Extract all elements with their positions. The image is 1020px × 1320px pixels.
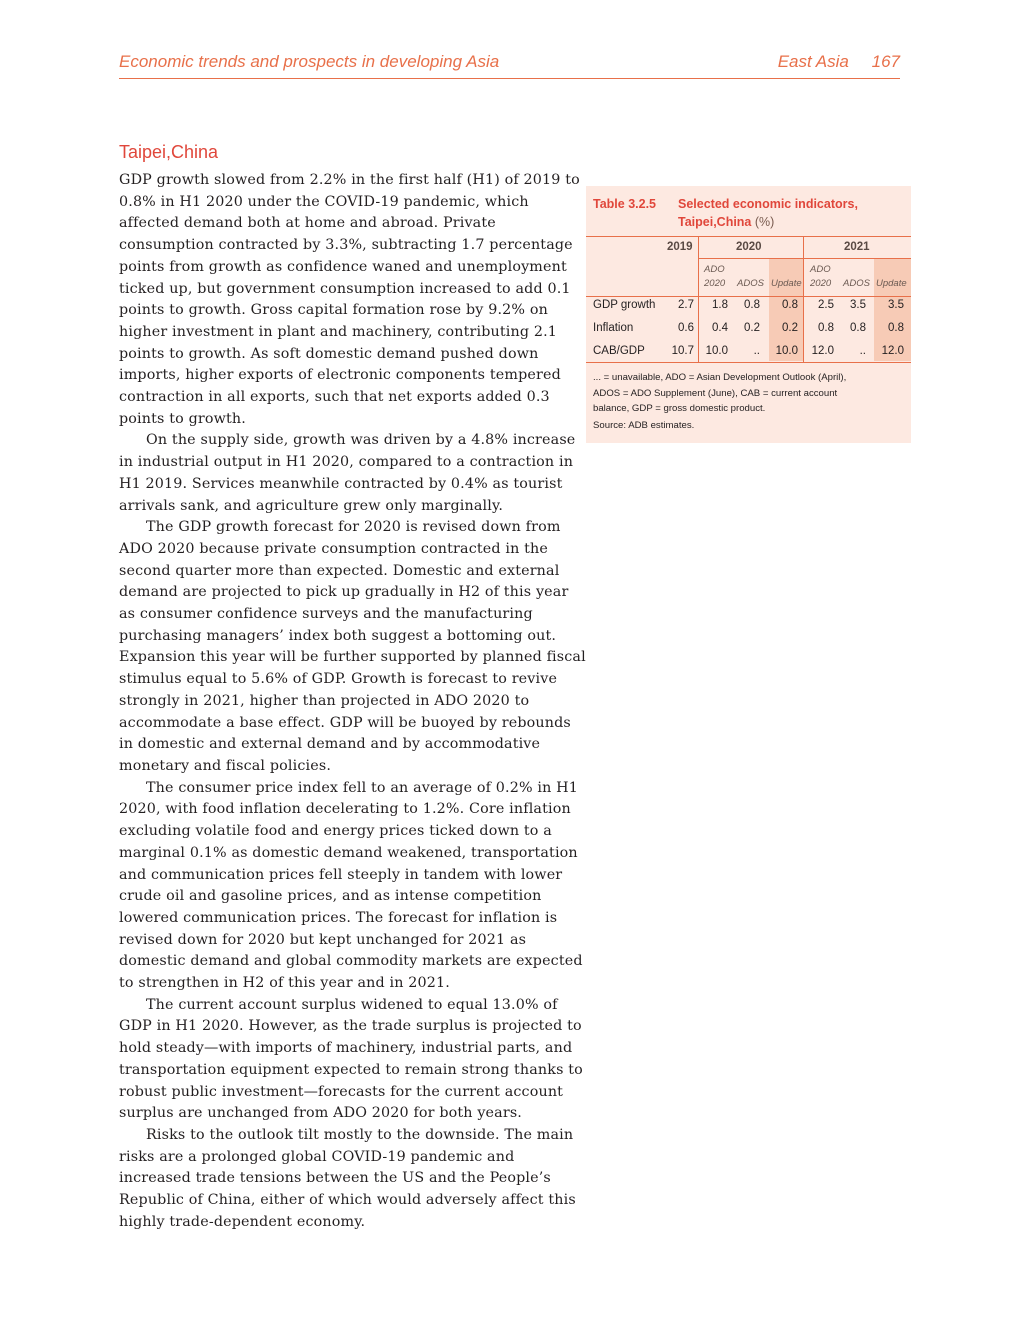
cell: 2.7 [678,299,694,311]
table-note-line: balance, GDP = gross domestic product. [593,403,766,414]
running-header [119,52,900,79]
table-rule-bottom [586,362,911,363]
table-caption [678,195,908,231]
cell: .. [753,345,760,357]
row-label-gdp-growth: GDP growth [593,299,656,311]
running-header-right [778,52,900,72]
table-number: Table 3.2.5 [593,197,656,211]
running-header-title: Economic trends and prospects in developing Asia [119,52,500,71]
subhead-ados-2020: ADOS [737,278,764,289]
cell: 0.2 [782,322,798,334]
cell: 12.0 [881,345,904,357]
cell: 0.2 [744,322,760,334]
table-rule-top [586,236,911,237]
cell: 0.8 [818,322,834,334]
year-2021: 2021 [844,241,870,253]
cell: 0.8 [782,299,798,311]
cell: 0.8 [850,322,866,334]
table-divider-2020 [803,236,804,362]
subhead-update-2021: Update [876,278,907,289]
paragraph-risks: Risks to the outlook tilt mostly to the downside. The main risks are a prolonged global COVID-19 pandemic and increased trade tensions between the US and the People’s Republic of China, either of which would adversely affect this highly trade-dependent economy. [119,1126,576,1230]
subhead-ado-2021-top: ADO [810,264,831,275]
cell: 3.5 [888,299,904,311]
page-number: 167 [871,52,900,71]
table-notes [593,370,898,417]
year-2020: 2020 [736,241,762,253]
cell: 10.0 [705,345,728,357]
cell: 3.5 [850,299,866,311]
cell: 10.0 [775,345,798,357]
cell: 0.4 [712,322,728,334]
section-title: Taipei,China [119,142,219,162]
table-note-line: ADOS = ADO Supplement (June), CAB = current account [593,387,838,399]
cell: 0.8 [744,299,760,311]
subhead-ado-2021-year: 2020 [810,278,832,289]
cell: .. [859,345,866,357]
cell: 0.8 [888,322,904,334]
cell: 1.8 [712,299,728,311]
cell: 2.5 [818,299,834,311]
cell: 0.6 [678,322,694,334]
subhead-ado-2020-top: ADO [704,264,725,275]
running-header-region: East Asia [777,52,849,71]
body-text [119,170,587,1233]
subhead-update-2020: Update [771,278,802,289]
table-note-line: ... = unavailable, ADO = Asian Development Outlook (April), [593,372,847,383]
paragraph-supply: On the supply side, growth was driven by a 4.8% increase in industrial output in H1 2020, compared to a contraction in H1 2019. Services meanwhile contracted by 0.4% as tourist arrivals sank, and agriculture grew only marginally. [119,432,576,514]
table-divider-2019 [698,236,699,362]
cell: 10.7 [671,345,694,357]
table-title [593,195,858,229]
paragraph-forecast: The GDP growth forecast for 2020 is revised down from ADO 2020 because private consumption contracted in the second quarter more than expected. Domestic and external demand are projected to pick up gradually in H2 of this year as consumer confidence surveys and the manufacturing purchasing managers’ index both suggest a bottoming out. Expansion this year will be further supported by planned fiscal stimulus equal to 5.6% of GDP. Growth is forecast to revive strongly in 2021, higher than projected in ADO 2020 to accommodate a base effect. GDP will be buoyed by rebounds in domestic and external demand and by accommodative monetary and fiscal policies. [119,519,586,774]
subhead-ados-2021: ADOS [843,278,870,289]
table-unit: (%) [754,215,775,229]
paragraph-current-account: The current account surplus widened to equal 13.0% of GDP in H1 2020. However, as the trade surplus is projected to hold steady—with imports of machinery, industrial parts, and transportation equipment expected to remain strong thanks to robust public investment—forecasts for the current account surplus are unchanged from ADO 2020 for both years. [119,996,583,1122]
paragraph-growth: GDP growth slowed from 2.2% in the first half (H1) of 2019 to 0.8% in H1 2020 under the COVID-19 pandemic, which affected demand both at home and abroad. Private consumption contracted by 3.3%, subtracting 1.7 percentage points from growth as confidence waned and unemployment ticked up, but government consumption increased to add 0.1 points to growth. Gross capital formation rose by 9.2% on higher investment in plant and machinery, contributing 2.1 points to growth. As soft domestic demand pushed down imports, higher exports of electronic components tempered contraction in all exports, such that net exports added 0.3 points to growth. [119,172,580,427]
table-rule-header [586,296,911,297]
table-source: Source: ADB estimates. [593,420,695,431]
row-label-inflation: Inflation [593,322,634,334]
table-rule-year [698,258,911,259]
subhead-ado-2020-year: 2020 [704,278,726,289]
cell: 12.0 [811,345,834,357]
row-label-cab-gdp: CAB/GDP [593,345,645,357]
table-caption-text: Selected economic indicators, Taipei,China [678,197,858,229]
paragraph-inflation: The consumer price index fell to an average of 0.2% in H1 2020, with food inflation decelerating to 1.2%. Core inflation excluding volatile food and energy prices ticked down to a marginal 0.1% as domestic demand weakened, transportation and communication prices fell steeply in tandem with lower crude oil and gasoline prices, and as intense competition lowered communication prices. The forecast for inflation is revised down for 2020 but kept unchanged for 2021 as domestic demand and global commodity markets are expected to strengthen in H2 of this year and in 2021. [119,779,583,992]
indicators-table [586,186,911,443]
year-2019: 2019 [667,241,693,253]
